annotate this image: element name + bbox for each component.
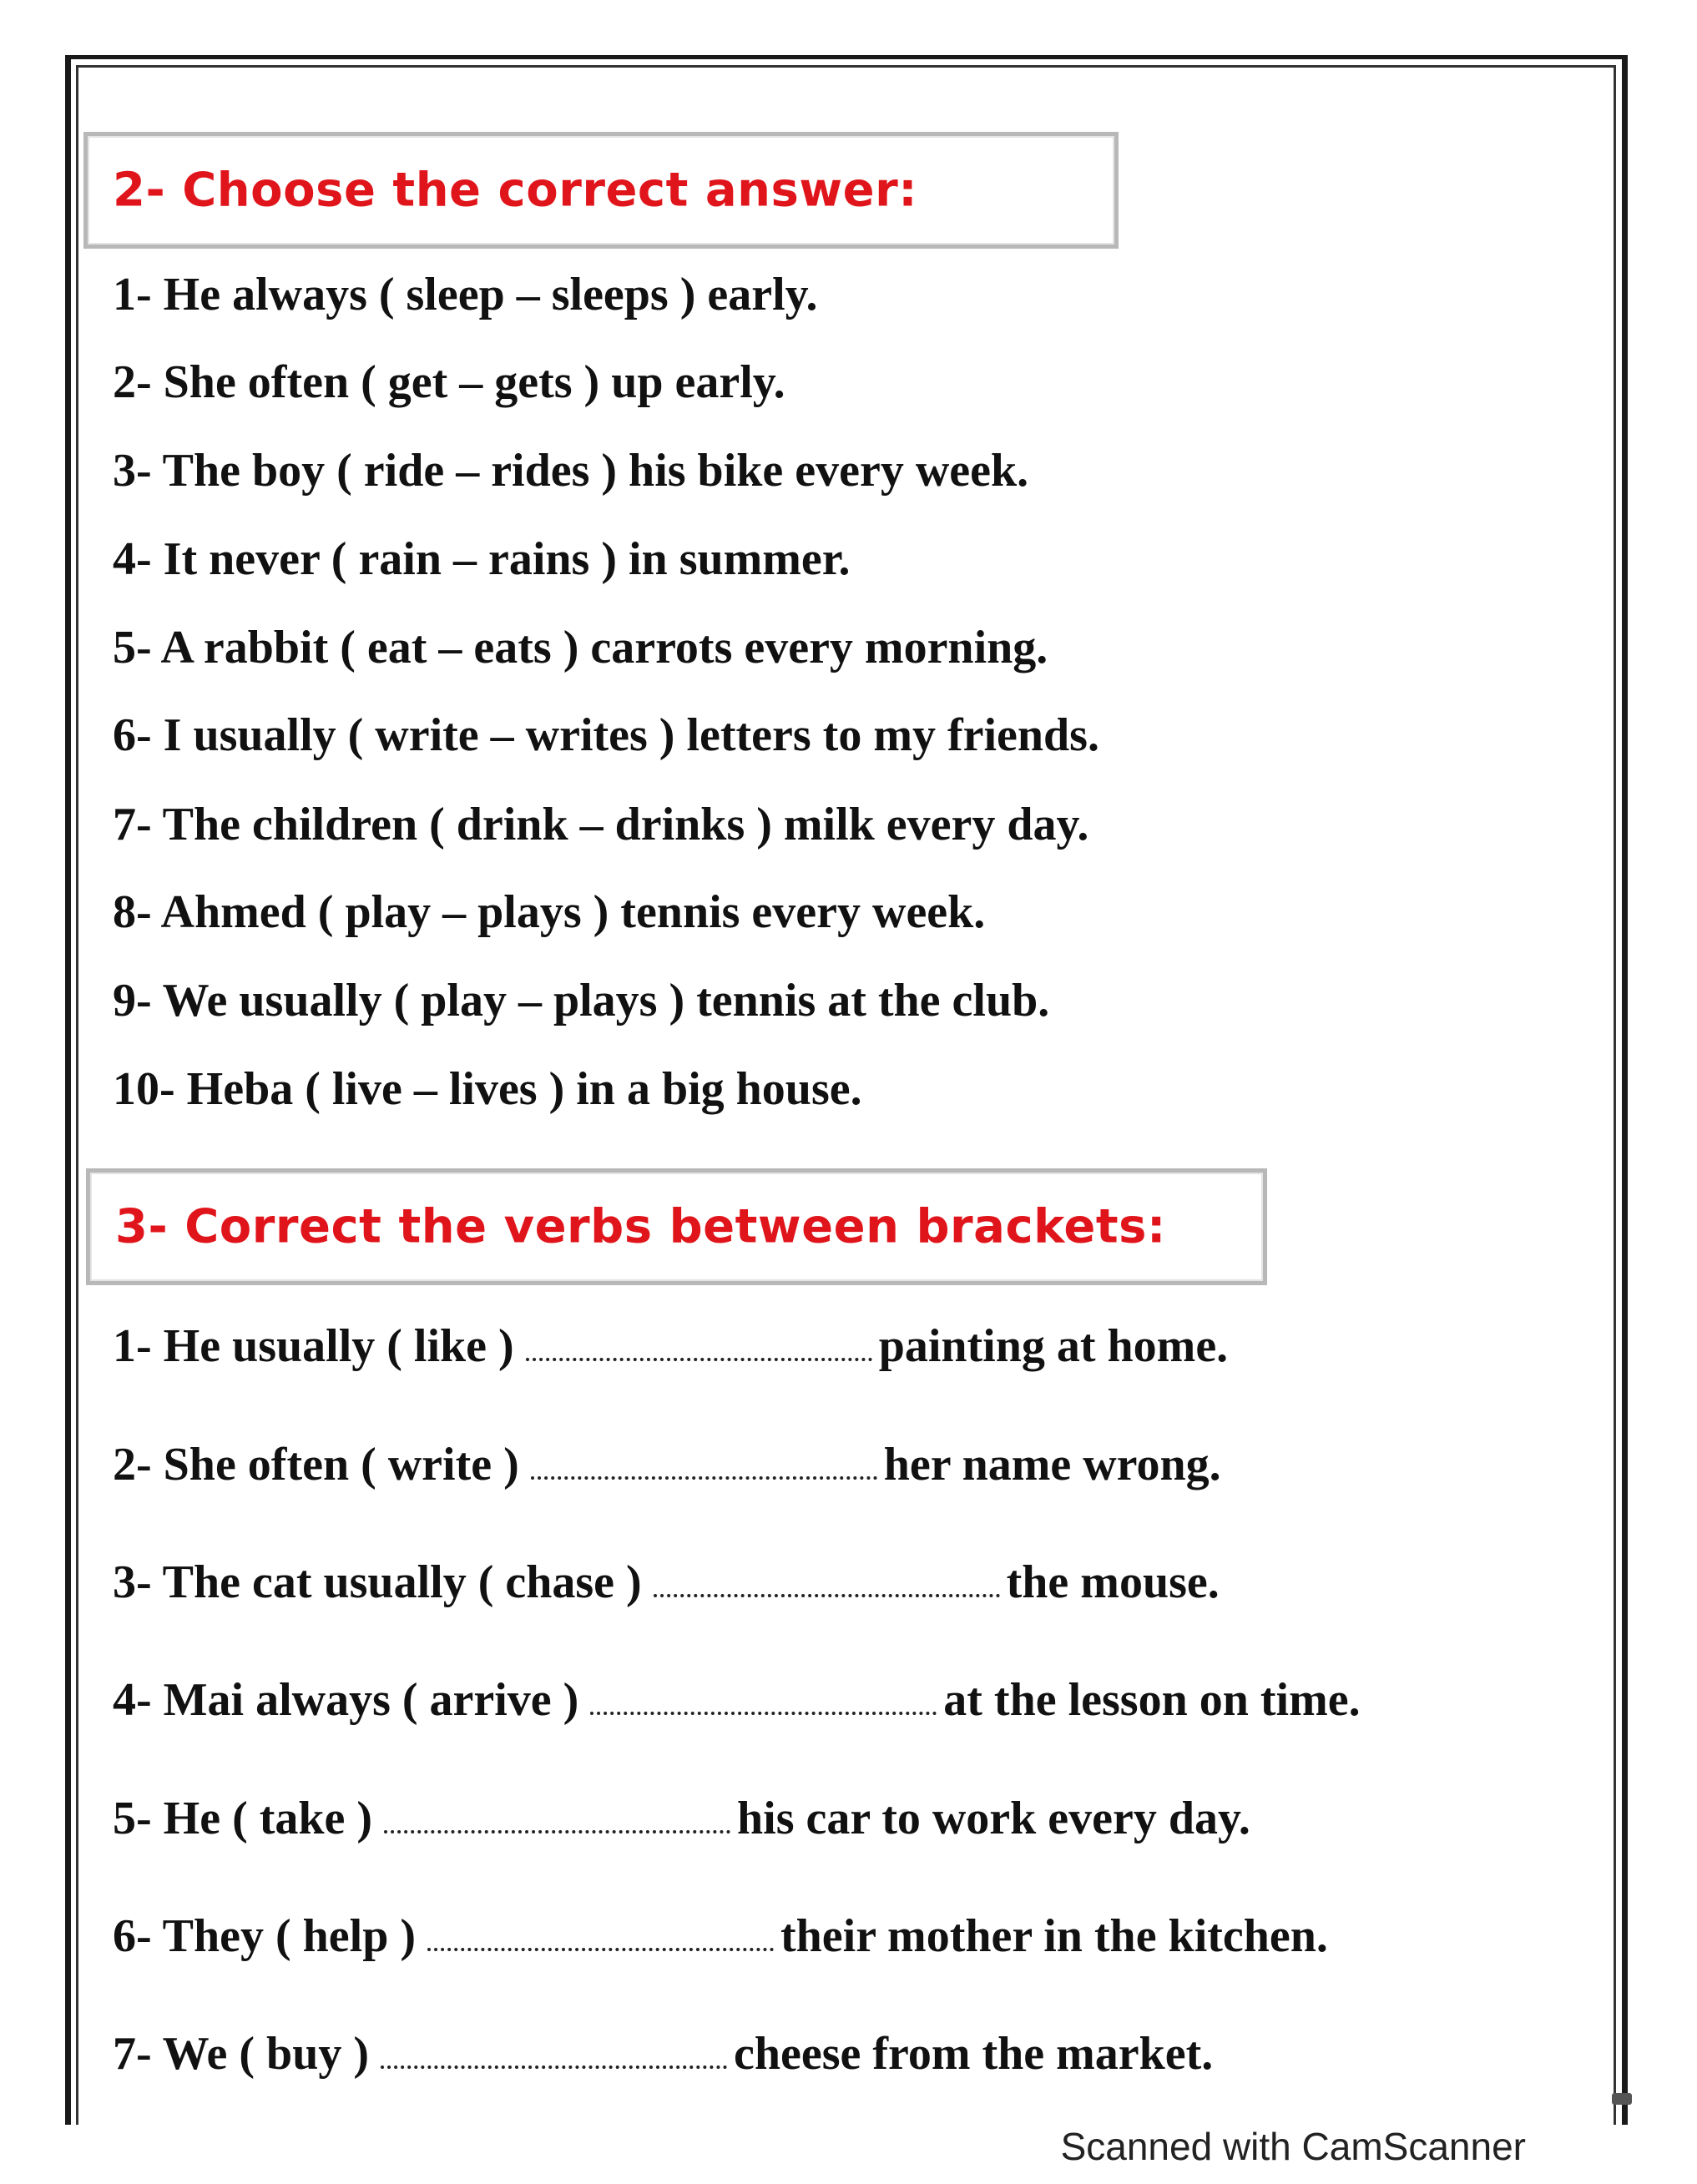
correct-item-2-rest: her name wrong.: [883, 1439, 1221, 1490]
choose-item-10: 10- Heba ( live – lives ) in a big house.: [113, 1063, 862, 1115]
section-3-title: 3- Correct the verbs between brackets:: [115, 1199, 1166, 1254]
choose-item-4: 4- It never ( rain – rains ) in summer.: [113, 533, 851, 585]
correct-item-2-prompt: 2- She often ( write ): [113, 1439, 519, 1490]
correct-item-3-prompt: 3- The cat usually ( chase ): [113, 1556, 642, 1608]
choose-item-6: 6- I usually ( write – writes ) letters to my friends.: [113, 709, 1099, 761]
choose-item-1: 1- He always ( sleep – sleeps ) early.: [113, 269, 818, 320]
answer-blank-7[interactable]: [381, 2065, 727, 2069]
correct-item-4-rest: at the lesson on time.: [943, 1674, 1361, 1726]
answer-blank-1[interactable]: [526, 1358, 872, 1361]
correct-item-2: [113, 1441, 1221, 1488]
correct-item-5-prompt: 5- He ( take ): [113, 1793, 373, 1844]
answer-blank-3[interactable]: [654, 1594, 1000, 1597]
choose-item-9: 9- We usually ( play – plays ) tennis at the club.: [113, 975, 1050, 1026]
answer-blank-6[interactable]: [427, 1948, 774, 1951]
answer-blank-5[interactable]: [384, 1830, 730, 1833]
correct-item-7-prompt: 7- We ( buy ): [113, 2028, 369, 2080]
section-2-header-box: [83, 132, 1119, 249]
section-3-header-box: [86, 1168, 1267, 1285]
correct-item-6-prompt: 6- They ( help ): [113, 1910, 416, 1962]
choose-item-8: 8- Ahmed ( play – plays ) tennis every week.: [113, 886, 986, 938]
correct-item-7: [113, 2028, 1214, 2080]
choose-item-5: 5- A rabbit ( eat – eats ) carrots every morning.: [113, 622, 1048, 673]
correct-item-1-rest: painting at home.: [878, 1320, 1229, 1372]
answer-blank-2[interactable]: [531, 1476, 877, 1480]
correct-item-6-rest: their mother in the kitchen.: [780, 1910, 1328, 1962]
scanner-watermark: Scanned with CamScanner: [1060, 2125, 1526, 2168]
choose-item-2: 2- She often ( get – gets ) up early.: [113, 356, 785, 408]
choose-item-3: 3- The boy ( ride – rides ) his bike every week.: [113, 445, 1029, 497]
correct-item-4-prompt: 4- Mai always ( arrive ): [113, 1674, 579, 1726]
section-2-title: 2- Choose the correct answer:: [113, 163, 918, 218]
correct-item-1: [113, 1320, 1229, 1372]
correct-item-4: [113, 1674, 1361, 1726]
correct-item-1-prompt: 1- He usually ( like ): [113, 1320, 514, 1372]
correct-item-6: [113, 1910, 1328, 1962]
scan-corner-mark: [1612, 2093, 1632, 2105]
answer-blank-4[interactable]: [590, 1712, 937, 1715]
correct-item-5-rest: his car to work every day.: [737, 1793, 1250, 1844]
correct-item-3: [113, 1556, 1220, 1608]
correct-item-3-rest: the mouse.: [1006, 1556, 1220, 1608]
correct-item-5: [113, 1795, 1250, 1842]
choose-item-7: 7- The children ( drink – drinks ) milk every day.: [113, 799, 1089, 850]
correct-item-7-rest: cheese from the market.: [734, 2028, 1214, 2080]
